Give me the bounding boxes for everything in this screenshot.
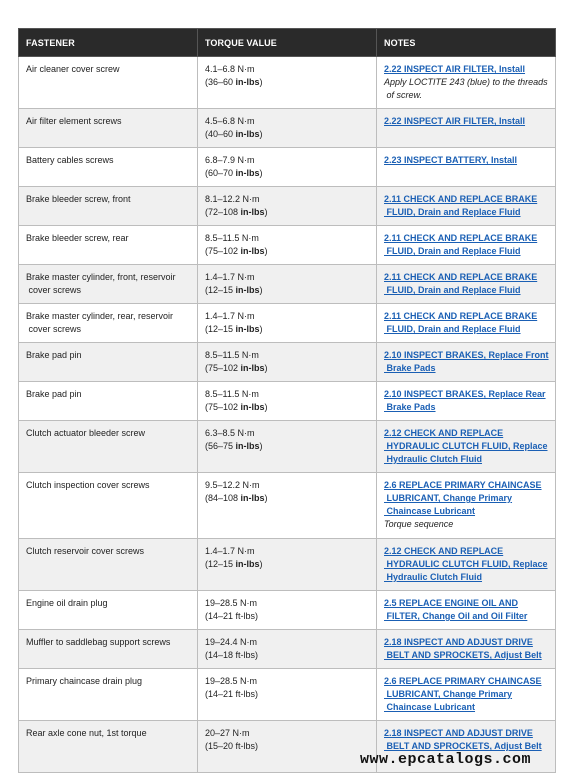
torque-imperial-value: (14–21 ft-lbs) (205, 689, 259, 699)
torque-imperial (205, 167, 369, 180)
fastener-cell (19, 57, 198, 109)
torque-close-paren: ) (264, 493, 268, 503)
torque-imperial (205, 284, 369, 297)
torque-imperial-value: (14–21 ft-lbs) (205, 611, 259, 621)
header-fastener: FASTENER (19, 29, 198, 57)
torque-cell (198, 57, 377, 109)
torque-imperial-value: (72–108 (205, 207, 241, 217)
torque-close-paren: ) (259, 559, 263, 569)
torque-table (18, 28, 556, 773)
torque-cell (198, 187, 377, 226)
torque-cell (198, 721, 377, 773)
torque-unit: in-lbs (240, 363, 265, 373)
table-row (19, 382, 556, 421)
table-row (19, 148, 556, 187)
notes-link[interactable]: 2.6 REPLACE PRIMARY CHAINCASE (384, 676, 542, 686)
fastener-text: Brake pad pin (26, 389, 82, 399)
notes-cell (377, 265, 556, 304)
table-row (19, 591, 556, 630)
fastener-text: Brake master cylinder, rear, reservoir (26, 311, 174, 321)
notes-cell (377, 343, 556, 382)
notes-link[interactable]: 2.11 CHECK AND REPLACE BRAKE (384, 194, 538, 204)
fastener-cell (19, 304, 198, 343)
notes-link[interactable]: 2.22 INSPECT AIR FILTER, Install (384, 116, 526, 126)
torque-imperial (205, 206, 369, 219)
torque-nm: 8.5–11.5 N·m (205, 233, 259, 243)
notes-link[interactable]: Chaincase Lubricant (384, 702, 476, 712)
table-row (19, 304, 556, 343)
torque-close-paren: ) (259, 324, 263, 334)
notes-link[interactable]: FLUID, Drain and Replace Fluid (384, 246, 521, 256)
fastener-cell (19, 265, 198, 304)
torque-imperial (205, 440, 369, 453)
fastener-text: Rear axle cone nut, 1st torque (26, 728, 147, 738)
torque-nm: 1.4–1.7 N·m (205, 272, 255, 282)
fastener-cell (19, 343, 198, 382)
notes-link[interactable]: Brake Pads (384, 402, 436, 412)
fastener-text: Clutch actuator bleeder screw (26, 428, 146, 438)
notes-link[interactable]: FLUID, Drain and Replace Fluid (384, 285, 521, 295)
torque-cell (198, 591, 377, 630)
torque-imperial-value: (14–18 ft-lbs) (205, 650, 259, 660)
torque-nm: 4.1–6.8 N·m (205, 64, 255, 74)
table-row (19, 226, 556, 265)
fastener-text: Clutch inspection cover screws (26, 480, 150, 490)
fastener-cell (19, 591, 198, 630)
notes-link[interactable]: HYDRAULIC CLUTCH FLUID, Replace (384, 559, 548, 569)
table-row (19, 669, 556, 721)
notes-link[interactable]: 2.5 REPLACE ENGINE OIL AND (384, 598, 519, 608)
fastener-cell (19, 630, 198, 669)
notes-link[interactable]: BELT AND SPROCKETS, Adjust Belt (384, 650, 542, 660)
torque-unit: in-lbs (240, 246, 265, 256)
notes-link[interactable]: 2.22 INSPECT AIR FILTER, Install (384, 64, 526, 74)
fastener-text: Brake bleeder screw, front (26, 194, 131, 204)
notes-cell (377, 57, 556, 109)
torque-imperial (205, 401, 369, 414)
torque-nm: 9.5–12.2 N·m (205, 480, 260, 490)
torque-cell (198, 669, 377, 721)
torque-imperial-value: (15–20 ft-lbs) (205, 741, 259, 751)
torque-unit: in-lbs (235, 559, 260, 569)
torque-close-paren: ) (264, 246, 268, 256)
torque-cell (198, 109, 377, 148)
torque-nm: 6.8–7.9 N·m (205, 155, 255, 165)
notes-cell (377, 669, 556, 721)
fastener-cell (19, 721, 198, 773)
torque-unit: in-lbs (235, 129, 260, 139)
torque-cell (198, 148, 377, 187)
torque-nm: 19–28.5 N·m (205, 676, 258, 686)
torque-imperial-value: (75–102 (205, 402, 241, 412)
fastener-text: Engine oil drain plug (26, 598, 108, 608)
notes-link[interactable]: HYDRAULIC CLUTCH FLUID, Replace (384, 441, 548, 451)
notes-link[interactable]: Brake Pads (384, 363, 436, 373)
notes-extra-text: Apply LOCTITE 243 (blue) to the threads (384, 77, 548, 87)
torque-cell (198, 304, 377, 343)
torque-unit: in-lbs (235, 441, 260, 451)
torque-imperial-value: (40–60 (205, 129, 236, 139)
torque-imperial (205, 610, 369, 623)
torque-close-paren: ) (259, 77, 263, 87)
torque-nm: 19–24.4 N·m (205, 637, 258, 647)
fastener-cell (19, 473, 198, 539)
fastener-cell (19, 109, 198, 148)
notes-link[interactable]: 2.23 INSPECT BATTERY, Install (384, 155, 518, 165)
torque-unit: in-lbs (235, 168, 260, 178)
torque-nm: 6.3–8.5 N·m (205, 428, 255, 438)
torque-imperial (205, 740, 369, 753)
torque-nm: 1.4–1.7 N·m (205, 311, 255, 321)
notes-cell (377, 226, 556, 265)
torque-imperial-value: (75–102 (205, 363, 241, 373)
torque-close-paren: ) (264, 207, 268, 217)
torque-cell (198, 265, 377, 304)
fastener-cell (19, 421, 198, 473)
notes-extra-text: of screw. (384, 90, 423, 100)
fastener-text: cover screws (26, 324, 82, 334)
notes-extra-text: Torque sequence (384, 519, 454, 529)
fastener-text: Brake master cylinder, front, reservoir (26, 272, 176, 282)
torque-unit: in-lbs (240, 493, 265, 503)
torque-imperial-value: (75–102 (205, 246, 241, 256)
torque-imperial-value: (12–15 (205, 559, 236, 569)
table-row (19, 265, 556, 304)
fastener-text: Air cleaner cover screw (26, 64, 120, 74)
torque-unit: in-lbs (235, 285, 260, 295)
notes-link[interactable]: BELT AND SPROCKETS, Adjust Belt (384, 741, 542, 751)
torque-nm: 1.4–1.7 N·m (205, 546, 255, 556)
notes-cell (377, 187, 556, 226)
notes-link[interactable]: FLUID, Drain and Replace Fluid (384, 207, 521, 217)
torque-imperial (205, 688, 369, 701)
notes-link[interactable]: LUBRICANT, Change Primary (384, 493, 513, 503)
torque-nm: 8.5–11.5 N·m (205, 389, 259, 399)
notes-link[interactable]: Chaincase Lubricant (384, 506, 476, 516)
notes-link[interactable]: 2.18 INSPECT AND ADJUST DRIVE (384, 637, 533, 647)
torque-imperial (205, 128, 369, 141)
torque-cell (198, 226, 377, 265)
notes-cell (377, 304, 556, 343)
header-notes: NOTES (377, 29, 556, 57)
table-row (19, 343, 556, 382)
torque-imperial (205, 76, 369, 89)
torque-nm: 20–27 N·m (205, 728, 250, 738)
torque-cell (198, 382, 377, 421)
torque-unit: in-lbs (240, 402, 265, 412)
fastener-cell (19, 226, 198, 265)
fastener-text: Brake bleeder screw, rear (26, 233, 129, 243)
notes-link[interactable]: LUBRICANT, Change Primary (384, 689, 513, 699)
notes-link[interactable]: Hydraulic Clutch Fluid (384, 454, 483, 464)
fastener-cell (19, 148, 198, 187)
notes-cell (377, 473, 556, 539)
fastener-text: Primary chaincase drain plug (26, 676, 143, 686)
fastener-text: Battery cables screws (26, 155, 114, 165)
torque-imperial (205, 362, 369, 375)
table-row (19, 539, 556, 591)
table-row (19, 630, 556, 669)
torque-unit: in-lbs (240, 207, 265, 217)
table-body (19, 57, 556, 773)
torque-close-paren: ) (264, 363, 268, 373)
notes-link[interactable]: 2.11 CHECK AND REPLACE BRAKE (384, 272, 538, 282)
notes-link[interactable]: 2.10 INSPECT BRAKES, Replace Rear (384, 389, 546, 399)
notes-cell (377, 148, 556, 187)
torque-nm: 19–28.5 N·m (205, 598, 258, 608)
torque-close-paren: ) (259, 441, 263, 451)
table-row (19, 109, 556, 148)
table-row (19, 187, 556, 226)
torque-cell (198, 539, 377, 591)
torque-imperial-value: (12–15 (205, 324, 236, 334)
torque-cell (198, 421, 377, 473)
notes-link[interactable]: Hydraulic Clutch Fluid (384, 572, 483, 582)
notes-cell (377, 591, 556, 630)
torque-imperial-value: (84–108 (205, 493, 241, 503)
fastener-text: Clutch reservoir cover screws (26, 546, 145, 556)
torque-close-paren: ) (259, 129, 263, 139)
notes-cell (377, 382, 556, 421)
notes-link[interactable]: 2.6 REPLACE PRIMARY CHAINCASE (384, 480, 542, 490)
notes-link[interactable]: FILTER, Change Oil and Oil Filter (384, 611, 528, 621)
fastener-cell (19, 669, 198, 721)
torque-imperial (205, 558, 369, 571)
torque-unit: in-lbs (235, 77, 260, 87)
table-row (19, 421, 556, 473)
notes-link[interactable]: 2.11 CHECK AND REPLACE BRAKE (384, 233, 538, 243)
torque-imperial (205, 492, 369, 505)
notes-link[interactable]: 2.18 INSPECT AND ADJUST DRIVE (384, 728, 533, 738)
table-row (19, 473, 556, 539)
notes-cell (377, 630, 556, 669)
notes-link[interactable]: FLUID, Drain and Replace Fluid (384, 324, 521, 334)
torque-unit: in-lbs (235, 324, 260, 334)
torque-cell (198, 473, 377, 539)
torque-imperial (205, 245, 369, 258)
torque-imperial-value: (60–70 (205, 168, 236, 178)
notes-link[interactable]: 2.11 CHECK AND REPLACE BRAKE (384, 311, 538, 321)
watermark-text: www.epcatalogs.com (360, 751, 532, 768)
notes-cell (377, 539, 556, 591)
torque-nm: 8.5–11.5 N·m (205, 350, 259, 360)
notes-link[interactable]: 2.10 INSPECT BRAKES, Replace Front (384, 350, 549, 360)
fastener-text: Muffler to saddlebag support screws (26, 637, 171, 647)
torque-imperial (205, 323, 369, 336)
fastener-cell (19, 382, 198, 421)
torque-nm: 4.5–6.8 N·m (205, 116, 255, 126)
torque-imperial-value: (56–75 (205, 441, 236, 451)
torque-cell (198, 630, 377, 669)
torque-imperial-value: (36–60 (205, 77, 236, 87)
notes-cell (377, 109, 556, 148)
notes-link[interactable]: 2.12 CHECK AND REPLACE (384, 546, 504, 556)
notes-link[interactable]: 2.12 CHECK AND REPLACE (384, 428, 504, 438)
fastener-text: Air filter element screws (26, 116, 122, 126)
header-torque-value: TORQUE VALUE (198, 29, 377, 57)
fastener-text: Brake pad pin (26, 350, 82, 360)
torque-imperial-value: (12–15 (205, 285, 236, 295)
torque-close-paren: ) (259, 168, 263, 178)
torque-cell (198, 343, 377, 382)
notes-cell (377, 421, 556, 473)
fastener-cell (19, 539, 198, 591)
torque-close-paren: ) (264, 402, 268, 412)
torque-nm: 8.1–12.2 N·m (205, 194, 260, 204)
fastener-cell (19, 187, 198, 226)
torque-imperial (205, 649, 369, 662)
table-header-row (19, 29, 556, 57)
torque-close-paren: ) (259, 285, 263, 295)
table-row (19, 57, 556, 109)
fastener-text: cover screws (26, 285, 82, 295)
